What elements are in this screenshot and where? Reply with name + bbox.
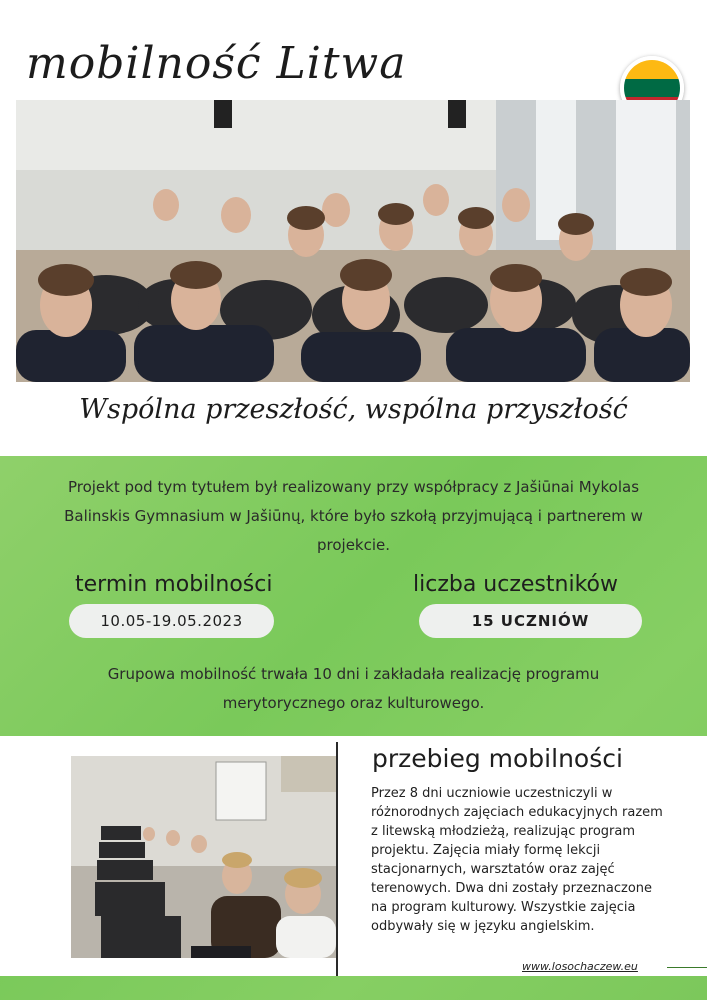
slogan: Wspólna przeszłość, wspólna przyszłość	[79, 394, 628, 425]
page-title: mobilność Litwa	[26, 38, 407, 89]
participants-badge: 15 UCZNIÓW	[419, 604, 642, 638]
participants-label: liczba uczestników	[413, 572, 618, 597]
summary-text: Grupowa mobilność trwała 10 dni i zakładała realizację programu merytorycznego oraz kulturowego.	[107, 665, 600, 712]
footer-line	[667, 967, 707, 968]
term-label: termin mobilności	[75, 572, 273, 597]
term-badge: 10.05-19.05.2023	[69, 604, 274, 638]
classroom-photo	[71, 756, 336, 958]
group-photo	[16, 100, 690, 382]
course-title: przebieg mobilności	[372, 744, 623, 773]
intro-text: Projekt pod tym tytułem był realizowany przy współpracy z Jašiūnai Mykolas Balinskis Gymnasium w Jašiūnų, które było szkołą przyjmującą i partnerem w projekcie.	[64, 478, 643, 554]
website-link[interactable]: www.losochaczew.eu	[522, 960, 638, 973]
vertical-divider	[336, 742, 338, 976]
course-description: Przez 8 dni uczniowie uczestniczyli w różnorodnych zajęciach edukacyjnych razem z litewską młodzieżą, realizując program projektu. Zajęcia miały formę lekcji stacjonarnych, warsztatów oraz zajęć terenowych. Dwa dni zostały przeznaczone na program kulturowy. Wszystkie zajęcia odbywały się w języku angielskim.	[371, 786, 663, 934]
